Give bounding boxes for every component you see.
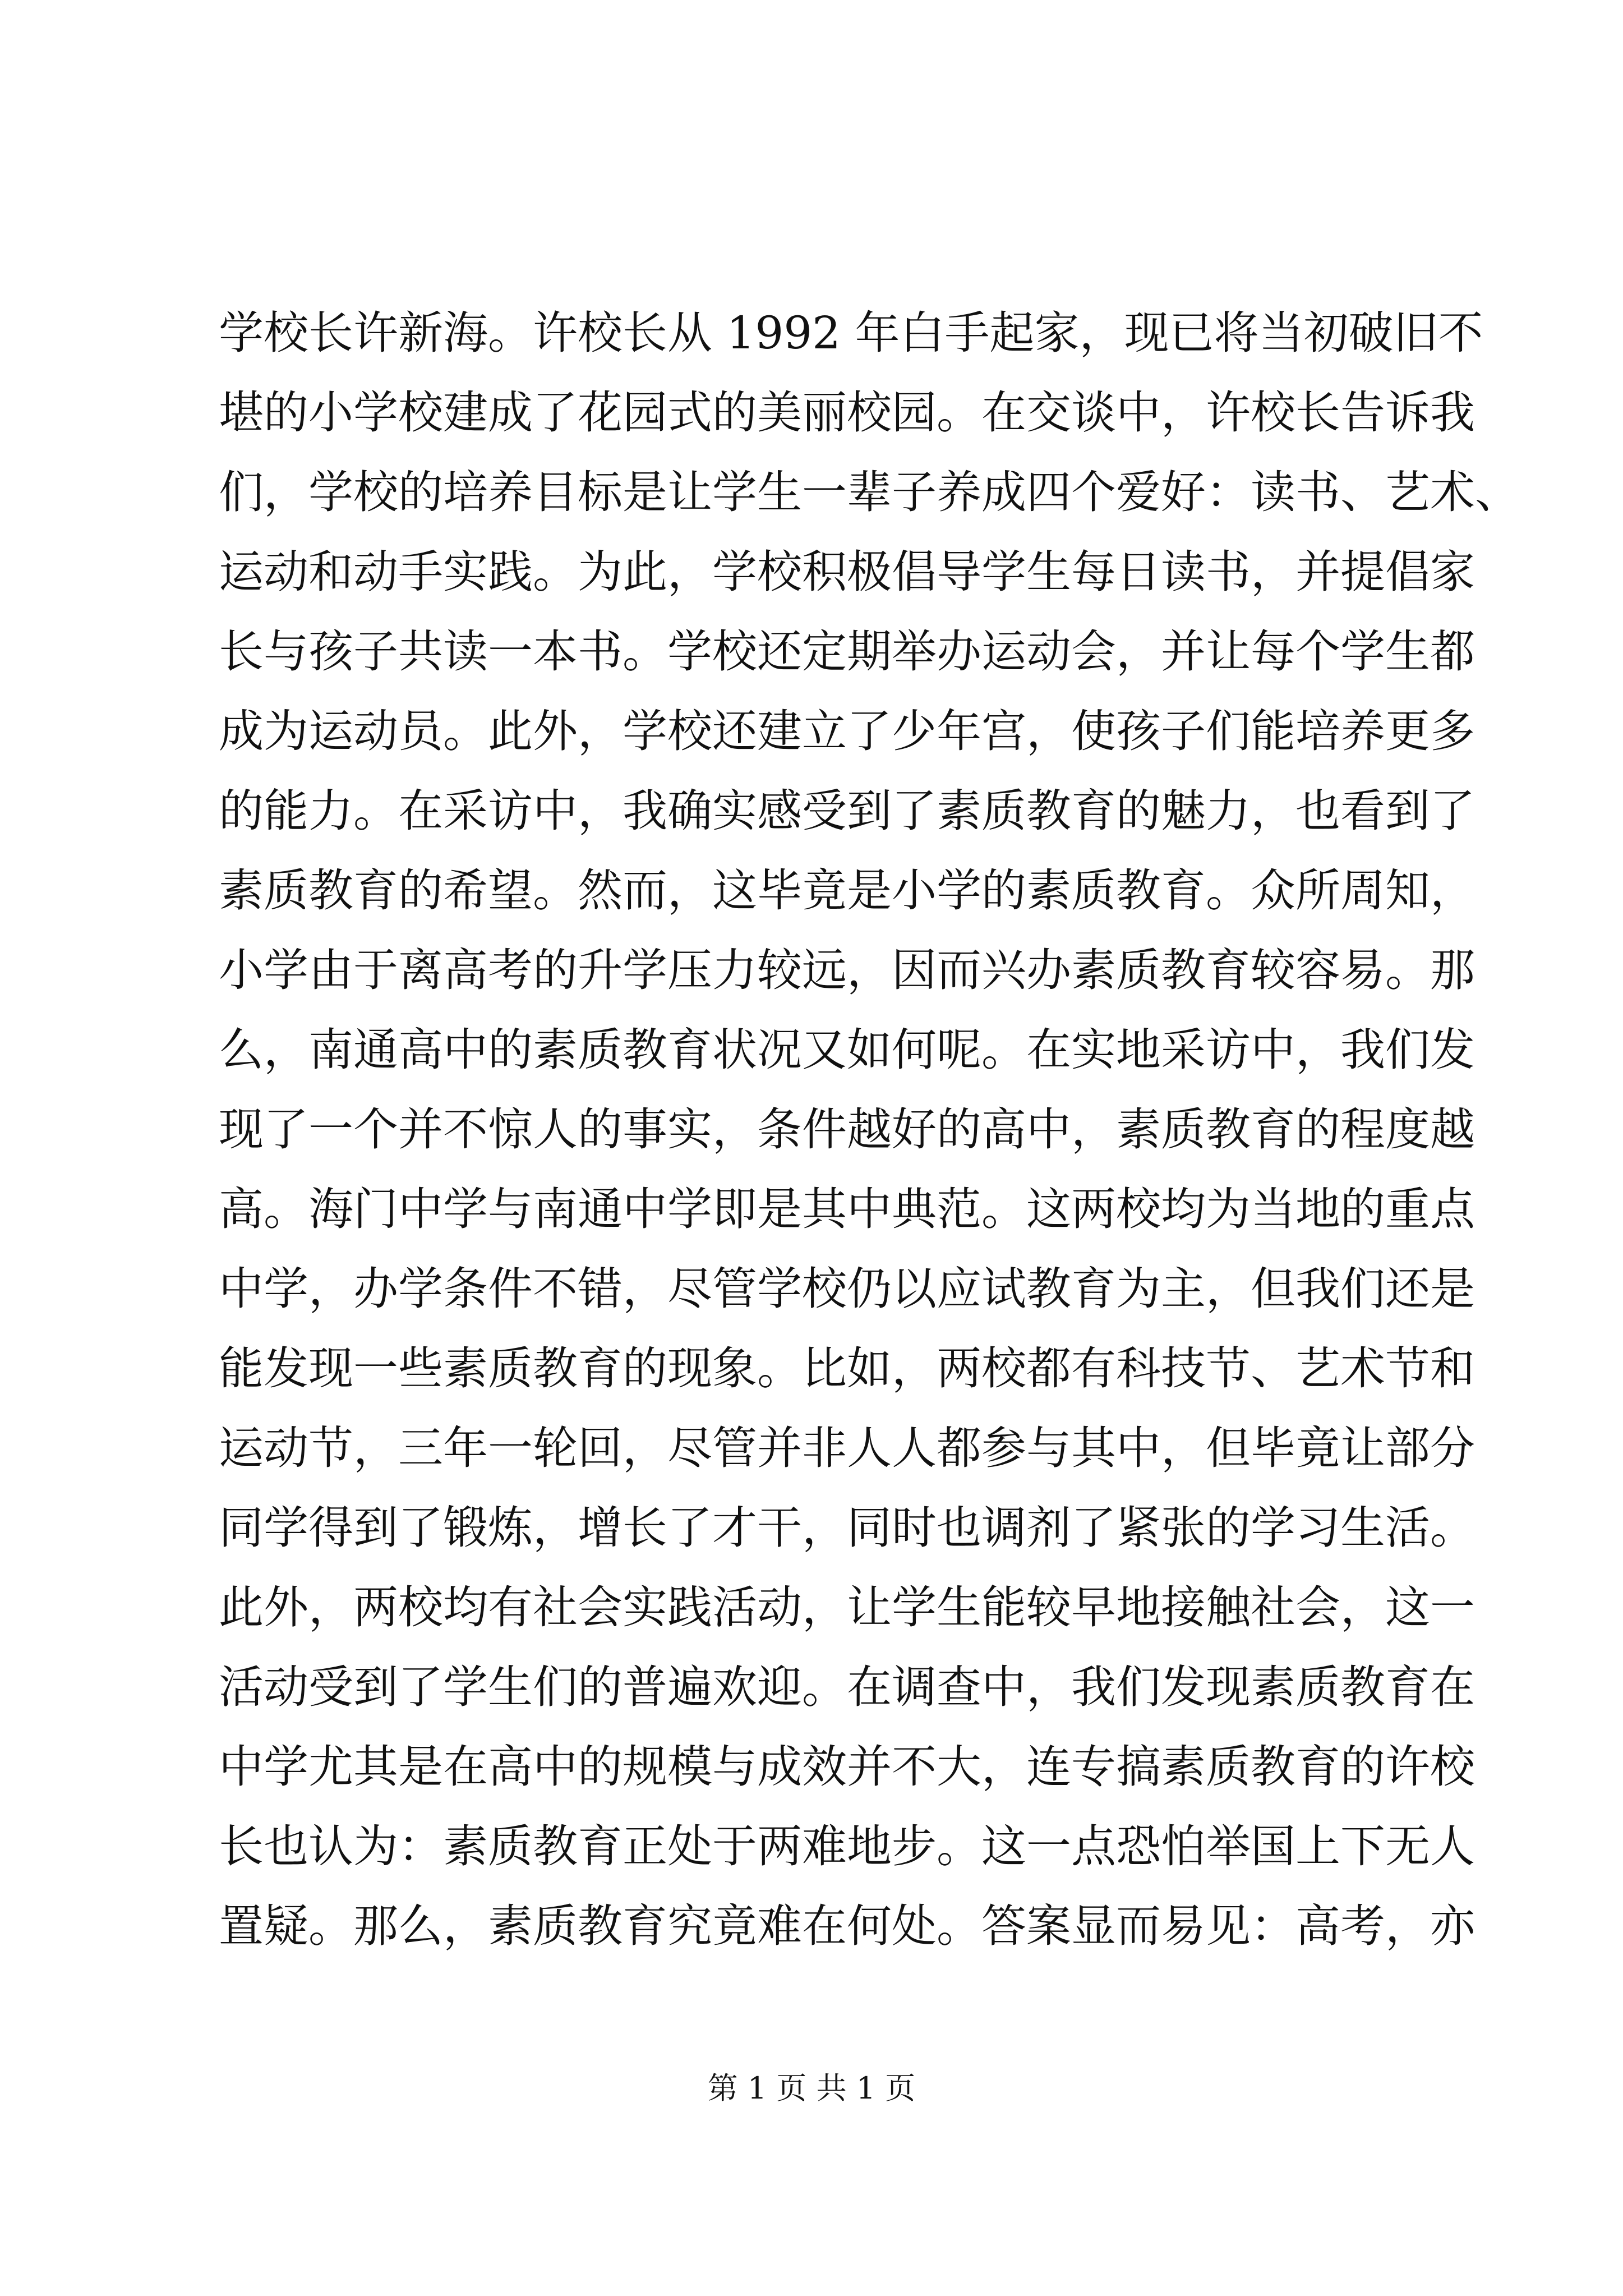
- body-line: 长与孩子共读一本书。学校还定期举办运动会，并让每个学生都: [219, 625, 1475, 678]
- body-line: 能发现一些素质教育的现象。比如，两校都有科技节、艺术节和: [219, 1342, 1475, 1395]
- body-line: 活动受到了学生们的普遍欢迎。在调查中，我们发现素质教育在: [219, 1661, 1475, 1713]
- body-paragraph: [219, 293, 1520, 1966]
- body-line: 们，学校的培养目标是让学生一辈子养成四个爱好：读书、艺术、: [219, 466, 1520, 518]
- body-line: 中学，办学条件不错，尽管学校仍以应试教育为主，但我们还是: [219, 1263, 1475, 1315]
- body-line: 此外，两校均有社会实践活动，让学生能较早地接触社会，这一: [219, 1581, 1475, 1634]
- body-line: 高。海门中学与南通中学即是其中典范。这两校均为当地的重点: [219, 1183, 1475, 1235]
- body-line: 成为运动员。此外，学校还建立了少年宫，使孩子们能培养更多: [219, 705, 1475, 757]
- body-line: 的能力。在采访中，我确实感受到了素质教育的魅力，也看到了: [219, 785, 1475, 837]
- body-line: 运动和动手实践。为此，学校积极倡导学生每日读书，并提倡家: [219, 546, 1475, 598]
- body-line: 素质教育的希望。然而，这毕竟是小学的素质教育。众所周知，: [219, 864, 1475, 917]
- body-line: 小学由于离高考的升学压力较远，因而兴办素质教育较容易。那: [219, 944, 1475, 996]
- body-line: 长也认为：素质教育正处于两难地步。这一点恐怕举国上下无人: [219, 1820, 1475, 1872]
- body-line: 么，南通高中的素质教育状况又如何呢。在实地采访中，我们发: [219, 1024, 1475, 1076]
- body-line: 置疑。那么，素质教育究竟难在何处。答案显而易见：高考，亦: [219, 1900, 1475, 1952]
- body-line: 中学尤其是在高中的规模与成效并不大，连专搞素质教育的许校: [219, 1741, 1475, 1793]
- body-line: 同学得到了锻炼，增长了才干，同时也调剂了紧张的学习生活。: [219, 1502, 1475, 1554]
- body-line: 学校长许新海。许校长从 1992 年白手起家，现已将当初破旧不: [219, 307, 1483, 359]
- page-footer: 第 1 页 共 1 页: [707, 2070, 916, 2106]
- body-line: 运动节，三年一轮回，尽管并非人人都参与其中，但毕竟让部分: [219, 1422, 1475, 1474]
- body-line: 堪的小学校建成了花园式的美丽校园。在交谈中，许校长告诉我: [219, 386, 1475, 439]
- body-line: 现了一个并不惊人的事实，条件越好的高中，素质教育的程度越: [219, 1103, 1475, 1156]
